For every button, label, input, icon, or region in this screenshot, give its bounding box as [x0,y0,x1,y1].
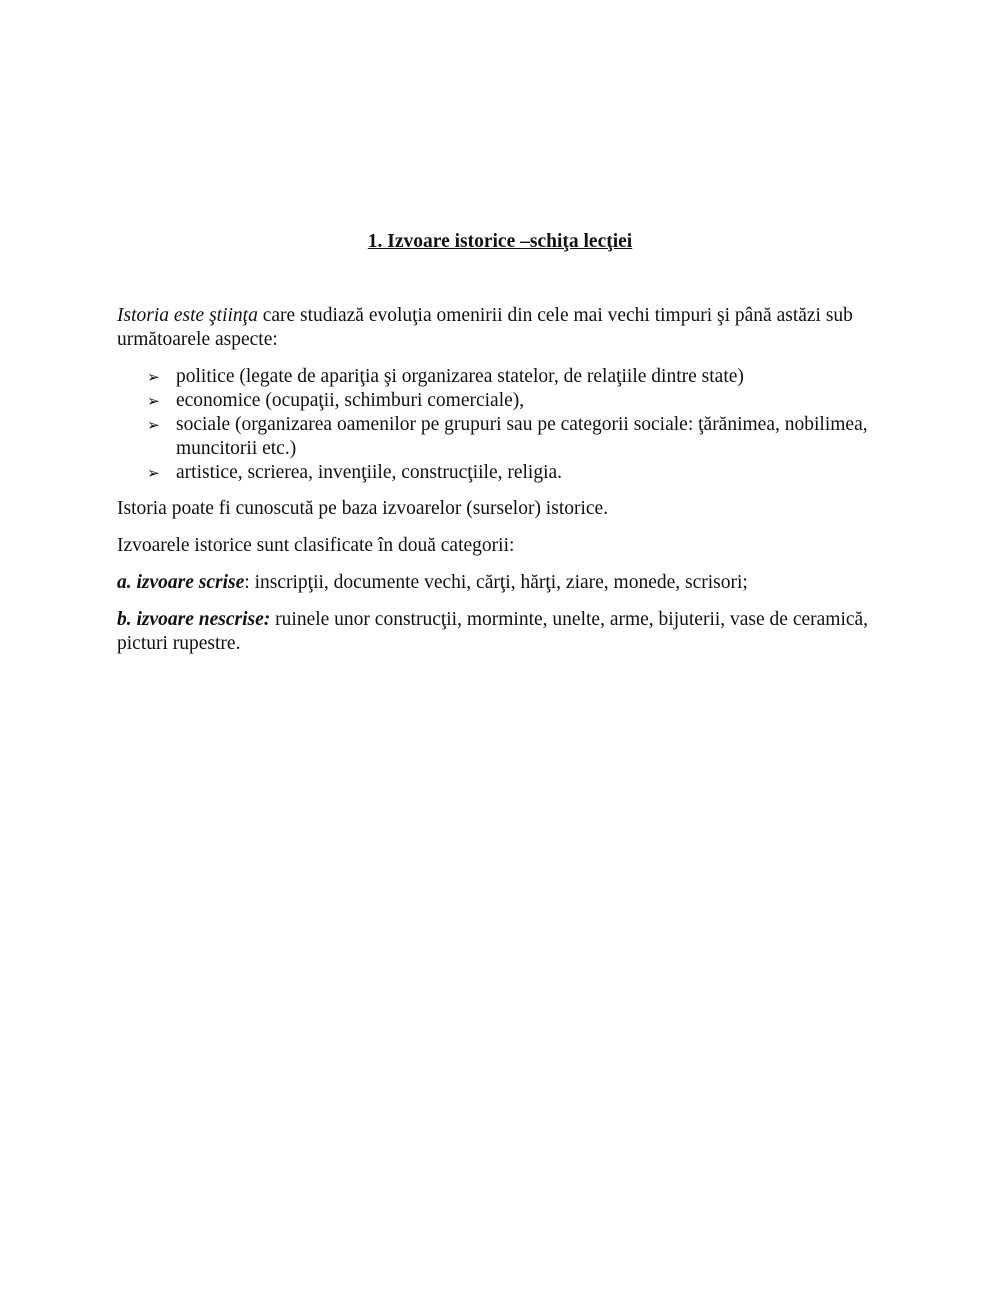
intro-emphasis: Istoria este ştiinţa [117,305,258,326]
intro-paragraph [117,304,887,352]
list-item-text: economice (ocupaţii, schimburi comerciale), [176,390,525,411]
written-sources-label: a. izvoare scrise [117,572,245,593]
document-body [117,304,887,669]
arrow-bullet-icon: ➢ [147,416,160,434]
page-title: 1. Izvoare istorice –schiţa lecţiei [367,231,633,252]
categories-paragraph: Izvoarele istorice sunt clasificate în două categorii: [117,535,515,556]
arrow-bullet-icon: ➢ [147,368,160,386]
unwritten-sources-paragraph [117,608,887,656]
list-item [117,389,887,413]
arrow-bullet-icon: ➢ [147,392,160,410]
list-item [117,461,887,485]
unwritten-sources-text: ruinele unor construcţii, morminte, unelte, arme, bijuterii, vase de ceramică, picturi rupestre. [117,609,869,654]
aspects-list [117,365,887,485]
written-sources-text: : inscripţii, documente vechi, cărţi, hărţi, ziare, monede, scrisori; [244,572,748,593]
knowledge-paragraph: Istoria poate fi cunoscută pe baza izvoarelor (surselor) istorice. [117,498,609,519]
list-item [117,365,887,389]
list-item [117,413,887,461]
written-sources-paragraph [117,571,887,595]
unwritten-sources-label: b. izvoare nescrise: [117,609,271,630]
list-item-text: politice (legate de apariţia şi organizarea statelor, de relaţiile dintre state) [176,366,744,387]
list-item-text: sociale (organizarea oamenilor pe grupuri sau pe categorii sociale: ţărănimea, nobilimea, muncitorii etc.) [176,414,868,459]
list-item-text: artistice, scrierea, invenţiile, construcţiile, religia. [176,462,563,483]
arrow-bullet-icon: ➢ [147,464,160,482]
intro-text: care studiază evoluţia omenirii din cele mai vechi timpuri şi până astăzi sub următoarele aspecte: [117,305,853,350]
